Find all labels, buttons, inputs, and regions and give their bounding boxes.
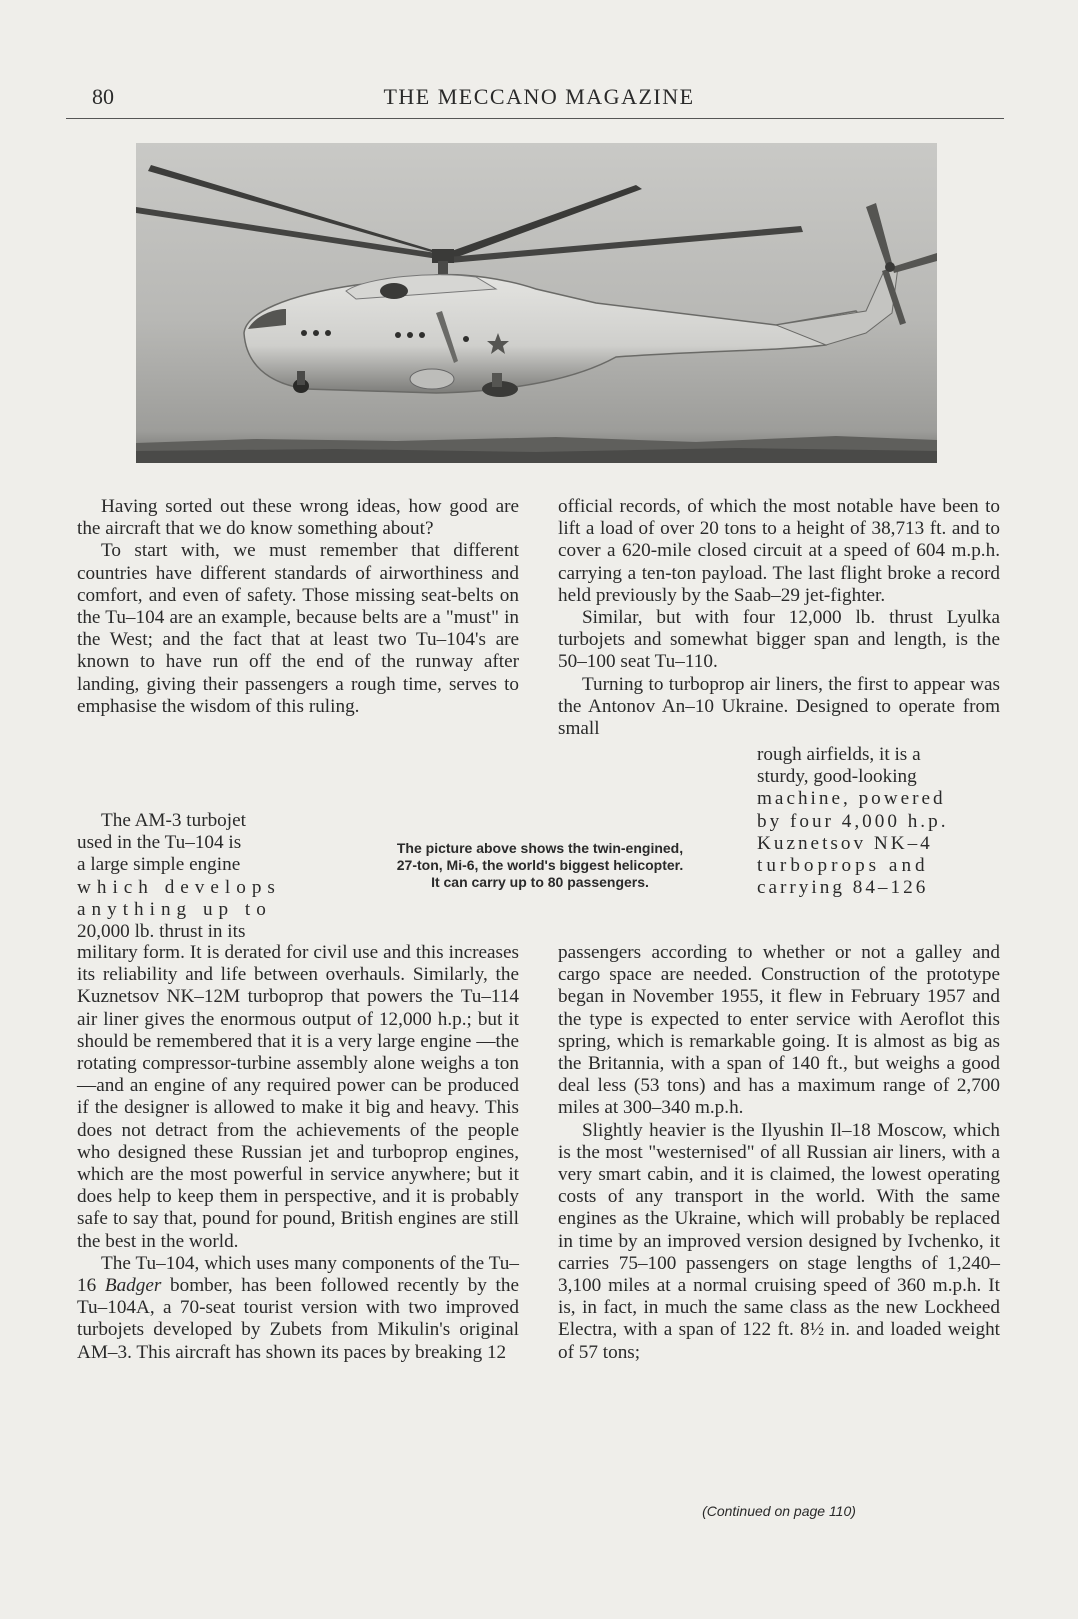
continued-note: (Continued on page 110) bbox=[702, 1503, 856, 1519]
italic-title: Badger bbox=[104, 1275, 162, 1297]
paragraph bbox=[77, 1253, 519, 1364]
text-run: bomber, has been followed recently by the Tu–104A, a 70-seat tourist version with two improved turbojets developed by Zubets from Mikulin's original AM–3. This aircraft has shown its paces by breaking 12 bbox=[77, 1275, 519, 1363]
paragraph: To start with, we must remember that different countries have different standards of airworthiness and comfort, and even of safety. Those missing seat-belts on the Tu–104 are an example, because belts are a "must" in the West; and the fact that at least two Tu–104's are known to have run off the end of the runway after landing, giving their passengers a rough time, serves to emphasise the wisdom of this ruling. bbox=[77, 540, 519, 717]
text-line: a large simple engine bbox=[77, 854, 241, 876]
text-line: machine, powered bbox=[757, 788, 946, 810]
text-line: which develops bbox=[77, 876, 281, 898]
text-line: Kuznetsov NK–4 bbox=[757, 832, 933, 854]
page-number: 80 bbox=[92, 84, 114, 109]
text-line: 20,000 lb. thrust in its bbox=[77, 921, 246, 943]
paragraph: official records, of which the most notable have been to lift a load of over 20 tons to a height of 38,713 ft. and to cover a 620-mile closed circuit at a speed of 604 m.p.h. carrying a ten-ton payload. The last flight broke a record held previously by the Saab–29 jet-fighter. bbox=[558, 496, 1000, 606]
paragraph: Having sorted out these wrong ideas, how good are the aircraft that we do know something about? bbox=[77, 496, 519, 540]
caption-line: 27-ton, Mi-6, the world's biggest helicopter. bbox=[396, 857, 684, 873]
text-line: The AM-3 turbojet bbox=[101, 810, 246, 831]
text-line: rough airfields, it is a bbox=[757, 744, 921, 765]
text-line: sturdy, good-looking bbox=[757, 766, 917, 788]
text-line: anything up to bbox=[77, 898, 272, 920]
left-column-narrow bbox=[77, 810, 320, 943]
text-line: turboprops and bbox=[757, 855, 929, 877]
text-line: used in the Tu–104 is bbox=[77, 832, 242, 854]
left-column-top bbox=[77, 496, 519, 718]
paragraph: military form. It is derated for civil use and this increases its reliability and life between overhauls. Similarly, the Kuznetsov NK–12M turboprop that powers the Tu–114 air liner gives the enormous output of 12,000 h.p.; but it should be remembered that it is a very large engine —the rotating compressor-turbine assembly alone weighs a ton—and an engine of any required power can be produced if the designer is allowed to make it big and heavy. This does not detract from the achievements of the people who designed these Russian jet and turboprop engines, which are the most powerful in service anywhere; but it does help to keep them in perspective, and it is probably safe to say that, pound for pound, British engines are still the best in the world. bbox=[77, 942, 519, 1252]
caption-line: It can carry up to 80 passengers. bbox=[431, 874, 649, 890]
caption-line: The picture above shows the twin-engined, bbox=[396, 840, 684, 856]
magazine-title: THE MECCANO MAGAZINE bbox=[383, 84, 695, 109]
right-column-top bbox=[558, 496, 1000, 740]
helicopter-photo bbox=[136, 143, 937, 463]
text-line: by four 4,000 h.p. bbox=[757, 810, 949, 832]
right-column-narrow bbox=[757, 744, 1000, 899]
header-rule bbox=[66, 118, 1004, 119]
paragraph: Turning to turboprop air liners, the first to appear was the Antonov An–10 Ukraine. Designed to operate from small bbox=[558, 673, 1000, 740]
right-column-bottom bbox=[558, 942, 1000, 1364]
paragraph: Similar, but with four 12,000 lb. thrust Lyulka turbojets and somewhat bigger span and length, is the 50–100 seat Tu–110. bbox=[558, 607, 1000, 673]
left-column-bottom bbox=[77, 942, 519, 1364]
paragraph: Slightly heavier is the Ilyushin Il–18 Moscow, which is the most "westernised" of all Russian air liners, with a very smart cabin, and it is claimed, the lowest operating costs of any transport in the world. With the same engines as the Ukraine, which will probably be replaced in time by an improved version designed by Ivchenko, it carries 75–100 passengers on stage lengths of 1,240–3,100 miles at a normal cruising speed of 360 m.p.h. It is, in fact, in much the same class as the new Lockheed Electra, with a span of 122 ft. 8½ in. and loaded weight of 57 tons; bbox=[558, 1119, 1000, 1363]
paragraph: passengers according to whether or not a galley and cargo space are needed. Construction of the prototype began in November 1955, it flew in February 1957 and the type is expected to enter service with Aeroflot this spring, which is remarkable going. It is almost as big as the Britannia, with a span of 140 ft., but weighs a good deal less (53 tons) and has a maximum range of 2,700 miles at 300–340 m.p.h. bbox=[558, 942, 1000, 1119]
text-line: carrying 84–126 bbox=[757, 877, 929, 899]
photo-caption bbox=[360, 840, 720, 891]
text-run: The Tu–104, which uses many components of the Tu–16 bbox=[77, 1252, 519, 1297]
